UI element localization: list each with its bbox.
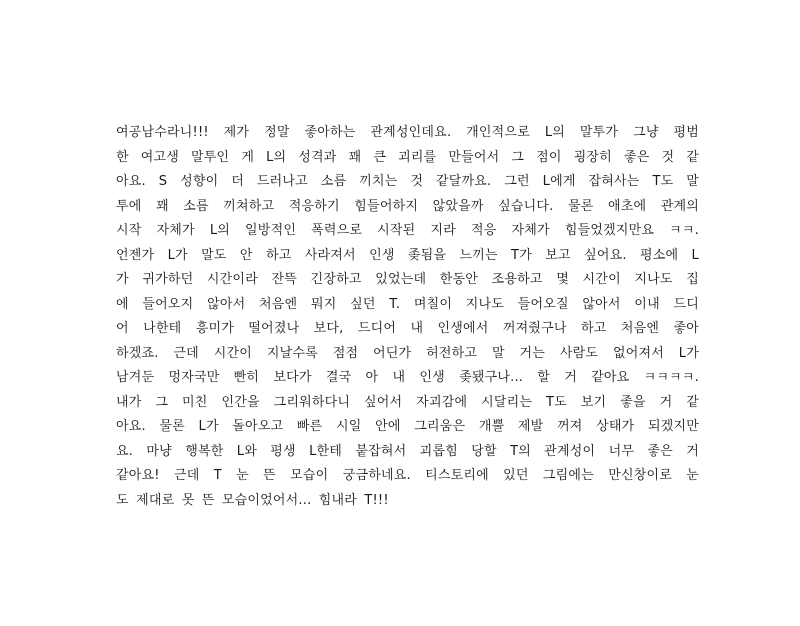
text-line: 가 귀가하던 시간이라 잔뜩 긴장하고 있었는데 한동안 조용하고 몇 시간이 지나도 집: [116, 272, 699, 287]
text-line: 같아요! 근데 T 눈 뜬 모습이 궁금하네요. 티스토리에 있던 그림에는 만신창이로 눈: [116, 468, 699, 483]
text-line: 어 나한테 흥미가 떨어졌나 보다, 드디어 내 인생에서 꺼져줬구나 하고 처음엔 좋아: [116, 321, 699, 336]
text-line: 투에 꽤 소름 끼쳐하고 적응하기 힘들어하지 않았을까 싶습니다. 물론 애초에 관계의: [116, 198, 699, 214]
text-line: 하겠죠. 근데 시간이 지날수록 점점 어딘가 허전하고 말 거는 사람도 없어져서 L가: [116, 345, 699, 361]
text-line-last: 도 제대로 못 뜬 모습이었어서... 힘내라 T!!!: [116, 492, 389, 508]
text-line: 한 여고생 말투인 게 L의 성격과 꽤 큰 괴리를 만들어서 그 점이 굉장히 좋은 것 같: [116, 149, 699, 165]
text-line: 내가 그 미친 인간을 그리워하다니 싶어서 자괴감에 시달리는 T도 보기 좋을 거 같: [116, 394, 699, 410]
comment-text: [116, 121, 699, 513]
text-line: 언젠가 L가 말도 안 하고 사라져서 인생 좆됨을 느끼는 T가 보고 싶어요. 평소에 L: [116, 247, 699, 263]
text-line: 에 들어오지 않아서 처음엔 뭐지 싶던 T. 며칠이 지나도 들어오질 않아서 이내 드디: [116, 296, 699, 312]
text-line: 아요. S 성향이 더 드러나고 소름 끼치는 것 같달까요. 그런 L에게 잡혀사는 T도 말: [116, 174, 699, 189]
text-line: 시작 자체가 L의 일방적인 폭력으로 시작된 지라 적응 자체가 힘들었겠지만요 ㅋㅋ.: [116, 223, 699, 238]
text-line: 여공남수라니!!! 제가 정말 좋아하는 관계성인데요. 개인적으로 L의 말투가 그냥 평범: [116, 125, 699, 140]
text-line: 아요. 물론 L가 돌아오고 빠른 시일 안에 그리움은 개뿔 제발 꺼져 상태가 되겠지만: [116, 419, 699, 434]
text-line: 요. 마냥 행복한 L와 평생 L한테 붙잡혀서 괴롭힘 당할 T의 관계성이 너무 좋은 거: [116, 443, 699, 459]
text-line: 남겨둔 멍자국만 빤히 보다가 결국 아 내 인생 좆됐구나... 할 거 같아요 ㅋㅋㅋㅋ.: [116, 370, 699, 385]
